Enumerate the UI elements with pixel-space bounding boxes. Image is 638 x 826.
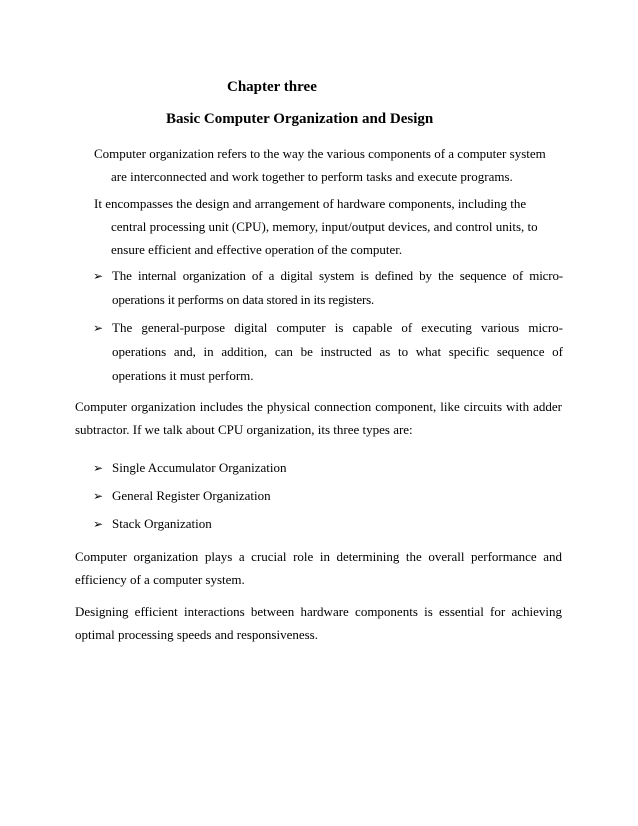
list-item — [93, 482, 563, 510]
cpu-types-list — [93, 454, 563, 538]
arrow-bullet-icon: ➢ — [93, 321, 104, 335]
highlight-bullet-1 — [93, 264, 563, 312]
highlight-text: The internal organization of a digital system is defined by the sequence of micro-operations it performs on data stored in its registers. — [112, 268, 563, 307]
intro-paragraph-2: It encompasses the design and arrangement of hardware components, including the central processing unit (CPU), memory, input/output devices, and control units, to ensure efficient and effective operation of the computer. — [94, 196, 538, 257]
intro-paragraph-1: Computer organization refers to the way the various components of a computer system are interconnected and work together to perform tasks and execute programs. — [94, 146, 546, 184]
closing-paragraph-1: Computer organization plays a crucial role in determining the overall performance and efficiency of a computer system. — [75, 549, 562, 587]
arrow-bullet-icon: ➢ — [93, 269, 104, 283]
highlight-bullet-2 — [93, 316, 563, 388]
list-item-text: General Register Organization — [112, 488, 271, 503]
highlight-text: The general-purpose digital computer is capable of executing various micro-operations and, in addition, can be instructed as to what specific sequence of operations it must perform. — [112, 320, 563, 383]
list-item — [93, 454, 563, 482]
page-title: Basic Computer Organization and Design — [166, 111, 434, 127]
cpu-organization-paragraph: Computer organization includes the physical connection component, like circuits with adder subtractor. If we talk about CPU organization, its three types are: — [75, 399, 562, 437]
chapter-label: Chapter three — [227, 79, 317, 95]
arrow-bullet-icon: ➢ — [93, 489, 104, 503]
list-item — [93, 510, 563, 538]
arrow-bullet-icon: ➢ — [93, 517, 104, 531]
list-item-text: Stack Organization — [112, 516, 212, 531]
arrow-bullet-icon: ➢ — [93, 461, 104, 475]
list-item-text: Single Accumulator Organization — [112, 460, 287, 475]
closing-paragraph-2: Designing efficient interactions between hardware components is essential for achieving optimal processing speeds and responsiveness. — [75, 604, 562, 642]
